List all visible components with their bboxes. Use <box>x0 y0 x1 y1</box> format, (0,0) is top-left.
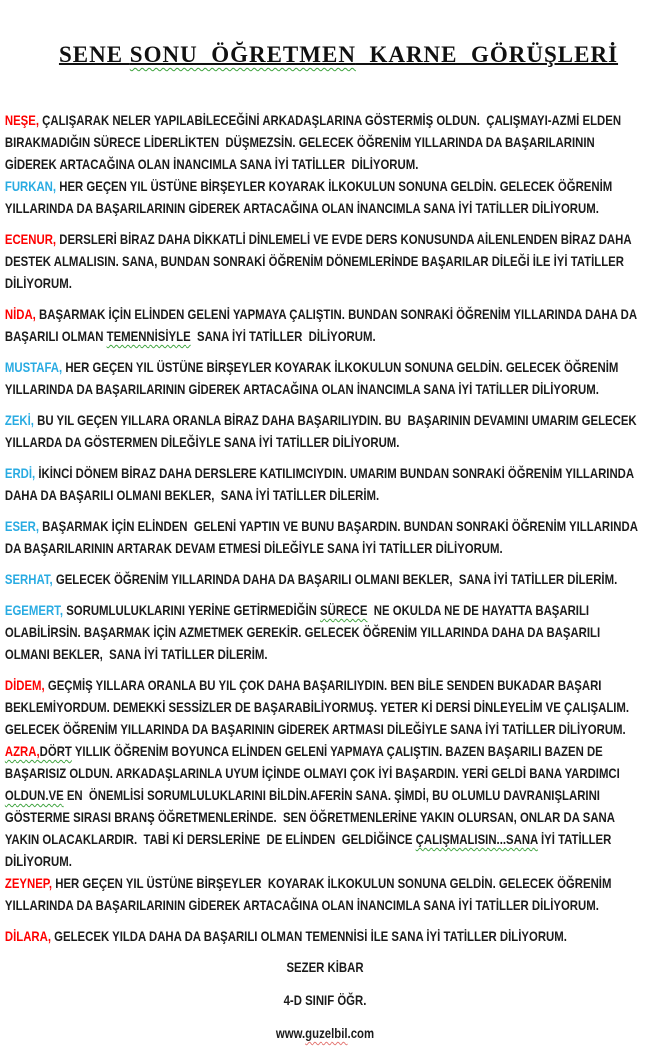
comment-text: SANA İYİ TATİLLER DİLİYORUM. <box>190 328 376 344</box>
student-name: NİDA, <box>4 306 36 322</box>
student-name: ECENUR, <box>4 231 57 247</box>
comment-text: EN ÖNEMLİSİ SORUMLULUKLARINI BİLDİN.AFERİN SANA. ŞİMDİ, BU OLUMLU DAVRANIŞLARINI GÖSTERME SIRASI BRANŞ ÖĞRETMENLERİNDE. SEN ÖĞRETMENLERİNE YAKIN OLURSAN, ONLAR DA SANA YAKIN OLACAKLARDIR. TABİ Kİ DERSLERİNE DE ELİNDEN GELDİĞİNCE <box>4 787 618 847</box>
comment-text: YILLIK ÖĞRENİM BOYUNCA ELİNDEN GELENİ YAPMAYA ÇALIŞTIN. BAZEN BAŞARILI BAZEN DE BAŞARISIZ OLDUN. ARKADAŞLARINLA UYUM İÇİNDE OLMAYI ÇOK İYİ BAŞARDIN. YERİ GELDİ BANA YARDIMCI <box>4 743 623 781</box>
student-name: MUSTAFA, <box>4 359 63 375</box>
comment-text: GEÇMİŞ YILLARA ORANLA BU YIL ÇOK DAHA BAŞARILIYDIN. BEN BİLE SENDEN BUKADAR BAŞARI BEKLEMİYORDUM. DEMEKKİ SESSİZLER DE BAŞARABİLİYORMUŞ. YETER Kİ DERSİ DİNLEYELİM VE ÇALIŞALIM. GELECEK ÖĞRENİM YILLARINDA DA BAŞARININ GİDEREK ARTMASI DİLEĞİYLE SANA İYİ TATİLLER DİLİYORUM. <box>4 677 633 737</box>
student-name: SERHAT, <box>4 571 53 587</box>
comments-list <box>0 109 650 947</box>
student-name: ESER, <box>4 518 40 534</box>
comment-paragraph <box>0 740 650 872</box>
page-title-text <box>59 42 618 67</box>
spellcheck-flagged-text: OLDUN.VE <box>4 787 64 803</box>
student-name: DİLARA, <box>4 928 52 944</box>
student-name: ZEKİ, <box>4 412 34 428</box>
website-segment: www. <box>275 1025 306 1041</box>
comment-paragraph <box>0 674 650 740</box>
website-url <box>0 1022 650 1044</box>
comment-text: BU YIL GEÇEN YILLARA ORANLA BİRAZ DAHA BAŞARILIYDIN. BU BAŞARININ DEVAMINI UMARIM GELECEK YILLARDA DA GÖSTERMEN DİLEĞİYLE SANA İYİ TATİLLER DİLİYORUM. <box>4 412 640 450</box>
spellcheck-flagged-text: SÜRECE <box>320 602 368 618</box>
student-name: DİDEM, <box>4 677 45 693</box>
comment-paragraph <box>0 109 650 175</box>
comment-text: SORUMLULUKLARINI YERİNE GETİRMEDİĞİN <box>63 602 321 618</box>
student-name: AZRA, <box>4 743 40 759</box>
comment-text: ÇALIŞARAK NELER YAPILABİLECEĞİNİ ARKADAŞLARINA GÖSTERMİŞ OLDUN. ÇALIŞMAYI-AZMİ ELDEN BIRAKMADIĞIN SÜRECE LİDERLİKTEN DÜŞMEZSİN. GELECEK ÖĞRENİM YILLARINDA DA BAŞARILARININ GİDEREK ARTACAĞINA OLAN İNANCIMLA SANA İYİ TATİLLER DİLİYORUM. <box>4 112 625 172</box>
comment-paragraph <box>0 515 650 559</box>
class-info: 4-D SINIF ÖĞR. <box>283 992 367 1008</box>
page-title <box>0 16 650 94</box>
spellcheck-flagged-text: ÇALIŞMALISIN...SANA <box>415 831 538 847</box>
comment-text: NE OKULDA NE DE HAYATTA BAŞARILI OLABİLİRSİN. BAŞARMAK İÇİN AZMETMEK GEREKİR. GELECEK ÖĞRENİM YILLARINDA DAHA DA BAŞARILI OLMANI BEKLER, SANA İYİ TATİLLER DİLERİM. <box>4 602 604 662</box>
comment-text: İYİ TATİLLER DİLİYORUM. <box>4 831 615 869</box>
comment-text: GELECEK YILDA DAHA DA BAŞARILI OLMAN TEMENNİSİ İLE SANA İYİ TATİLLER DİLİYORUM. <box>51 928 567 944</box>
comment-paragraph <box>0 409 650 453</box>
comment-text: HER GEÇEN YIL ÜSTÜNE BİRŞEYLER KOYARAK İLKOKULUN SONUNA GELDİN. GELECEK ÖĞRENİM YILLARINDA DA BAŞARILARININ GİDEREK ARTACAĞINA OLAN İNANCIMLA SANA İYİ TATİLLER DİLİYORUM. <box>4 359 622 397</box>
comment-paragraph <box>0 568 650 590</box>
footer <box>0 956 650 1044</box>
comment-text: HER GEÇEN YIL ÜSTÜNE BİRŞEYLER KOYARAK İLKOKULUN SONUNA GELDİN. GELECEK ÖĞRENİM YILLARINDA DA BAŞARILARININ GİDEREK ARTACAĞINA OLAN İNANCIMLA SANA İYİ TATİLLER DİLİYORUM. <box>4 178 616 216</box>
comment-paragraph <box>0 303 650 347</box>
title-segment: KARNE GÖRÜŞLERİ <box>355 42 619 67</box>
comment-text: HER GEÇEN YIL ÜSTÜNE BİRŞEYLER KOYARAK İLKOKULUN SONUNA GELDİN. GELECEK ÖĞRENİM YILLARINDA DA BAŞARILARININ GİDEREK ARTACAĞINA OLAN İNANCIMLA SANA İYİ TATİLLER DİLİYORUM. <box>4 875 615 913</box>
student-name: NEŞE, <box>4 112 40 128</box>
spellcheck-flagged-text: DÖRT <box>39 743 72 759</box>
comment-text: GELECEK ÖĞRENİM YILLARINDA DAHA DA BAŞARILI OLMANI BEKLER, SANA İYİ TATİLLER DİLERİM. <box>52 571 618 587</box>
comment-paragraph <box>0 925 650 947</box>
student-name: FURKAN, <box>4 178 57 194</box>
student-name: ZEYNEP, <box>4 875 53 891</box>
comment-text: İKİNCİ DÖNEM BİRAZ DAHA DERSLERE KATILIMCIYDIN. UMARIM BUNDAN SONRAKİ ÖĞRENİM YILLARINDA DAHA DA BAŞARILI OLMANI BEKLER, SANA İYİ TATİLLER DİLERİM. <box>4 465 637 503</box>
title-segment-spellchecked: SONU ÖĞRETMEN <box>129 42 356 67</box>
teacher-name: SEZER KİBAR <box>286 959 364 975</box>
website-segment: .com <box>347 1025 375 1041</box>
comment-paragraph <box>0 356 650 400</box>
comment-text: DERSLERİ BİRAZ DAHA DİKKATLİ DİNLEMELİ VE EVDE DERS KONUSUNDA AİLENLENDEN BİRAZ DAHA DESTEK ALMALISIN. SANA, BUNDAN SONRAKİ ÖĞRENİM DÖNEMLERİNDE BAŞARILAR DİLEĞİ İLE İYİ TATİLLER DİLİYORUM. <box>4 231 635 291</box>
comment-paragraph <box>0 175 650 219</box>
comment-text: BAŞARMAK İÇİN ELİNDEN GELENİ YAPTIN VE BUNU BAŞARDIN. BUNDAN SONRAKİ ÖĞRENİM YILLARINDA DA BAŞARILARININ ARTARAK DEVAM ETMESİ DİLEĞİYLE SANA İYİ TATİLLER DİLİYORUM. <box>4 518 641 556</box>
comment-paragraph <box>0 462 650 506</box>
document-body <box>0 109 650 1044</box>
title-segment: SENE <box>58 42 130 67</box>
comment-text: BAŞARMAK İÇİN ELİNDEN GELENİ YAPMAYA ÇALIŞTIN. BUNDAN SONRAKİ ÖĞRENİM YILLARINDA DAHA DA BAŞARILI OLMAN <box>4 306 640 344</box>
comment-paragraph <box>0 599 650 665</box>
spellcheck-flagged-text: TEMENNİSİYLE <box>106 328 191 344</box>
comment-paragraph <box>0 872 650 916</box>
website-segment-spellchecked: guzelbil <box>305 1025 348 1041</box>
student-name: EGEMERT, <box>4 602 64 618</box>
student-name: ERDİ, <box>4 465 36 481</box>
comment-paragraph <box>0 228 650 294</box>
